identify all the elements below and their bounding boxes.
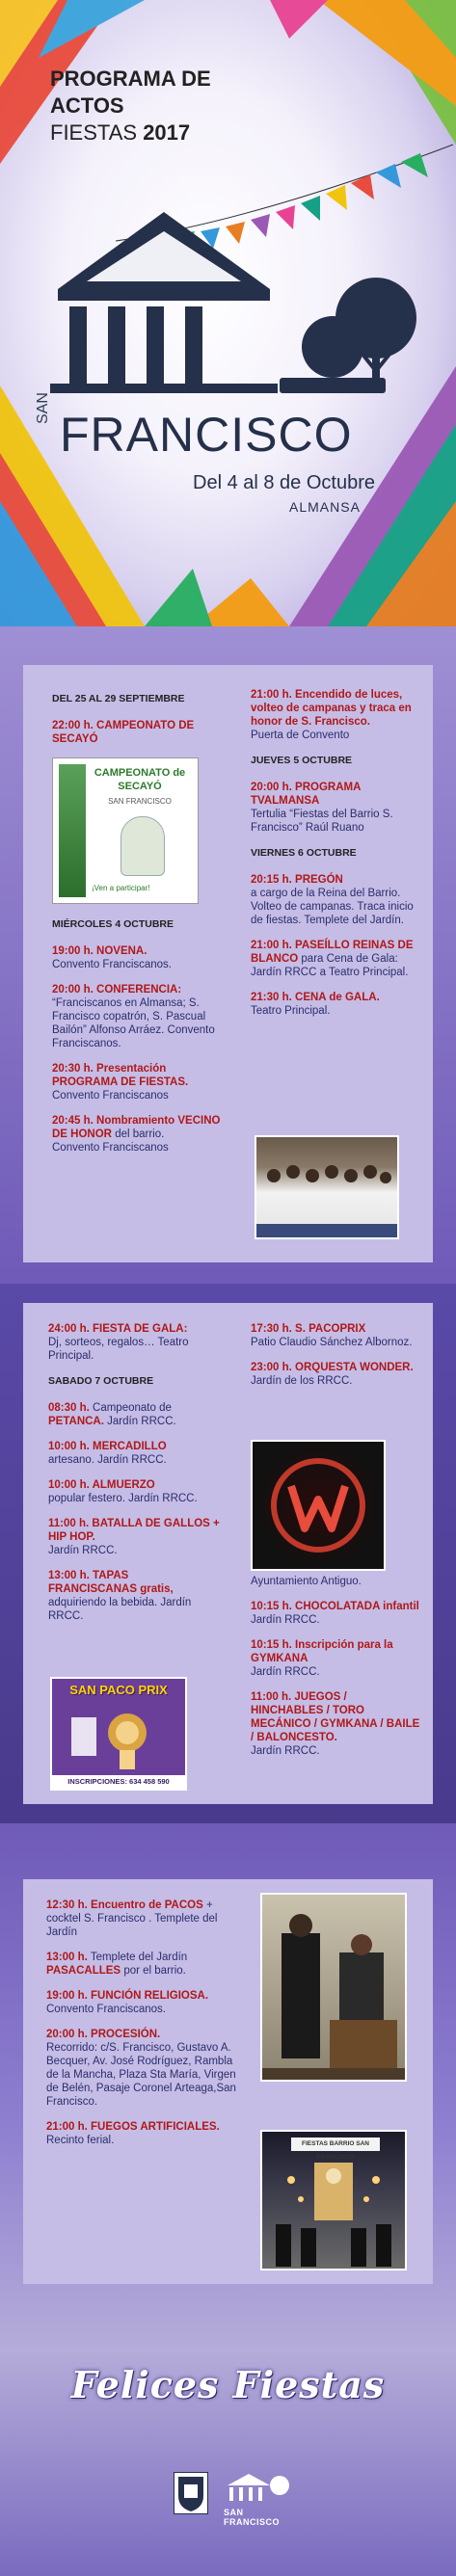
event-time: 12:30 h. Encuentro de PACOS bbox=[46, 1899, 203, 1911]
san-francisco-logo bbox=[224, 2472, 293, 2527]
section3-left bbox=[46, 1899, 239, 2159]
section1-panel bbox=[23, 665, 433, 1262]
section1-right bbox=[251, 688, 415, 1029]
poster-footer: INSCRIPCIONES: 634 458 590 bbox=[52, 1775, 185, 1789]
secayo-poster bbox=[52, 757, 199, 904]
event-text: Campeonato de bbox=[93, 1402, 172, 1414]
poster-caption: ¡Ven a participar! bbox=[92, 884, 150, 892]
temple-icon bbox=[50, 212, 416, 393]
section3-panel bbox=[23, 1879, 433, 2284]
event-time: 20:45 h. Nombramiento VECINO DE HONOR bbox=[52, 1115, 221, 1140]
day-heading: JUEVES 5 OCTUBRE bbox=[251, 755, 353, 766]
event-text: artesano. Jardín RRCC. bbox=[48, 1454, 167, 1466]
event-text: Recinto ferial. bbox=[46, 2135, 115, 2146]
event-time: 20:00 h. CONFERENCIA: bbox=[52, 984, 182, 996]
event-text: Jardín de los RRCC. bbox=[251, 1375, 353, 1387]
event-time: 20:00 h. PROGRAMA TVALMANSA bbox=[251, 782, 361, 807]
section2-panel bbox=[23, 1303, 433, 1804]
event-time: 20:00 h. PROCESIÓN. bbox=[46, 2029, 161, 2040]
day-heading: DEL 25 AL 29 SEPTIEMBRE bbox=[52, 693, 185, 704]
group-figures bbox=[256, 1137, 397, 1237]
event-time: 19:00 h. NOVENA. bbox=[52, 945, 148, 957]
event-time: 17:30 h. S. PACOPRIX bbox=[251, 1323, 366, 1335]
event-time: 21:00 h. FUEGOS ARTIFICIALES. bbox=[46, 2121, 220, 2133]
priest-figures bbox=[262, 1895, 405, 2080]
logo-francisco: FRANCISCO bbox=[60, 408, 353, 462]
event-bold: PASACALLES bbox=[46, 1965, 121, 1977]
event-text: adquiriendo la bebida. Jardín RRCC. bbox=[48, 1597, 192, 1622]
event-text: Jardín RRCC. bbox=[251, 1745, 320, 1757]
religious-function-photo bbox=[260, 1893, 407, 2082]
event-time: 21:00 h. bbox=[251, 689, 292, 701]
temple-logo-icon bbox=[224, 2472, 293, 2503]
event-time: 13:00 h. TAPAS FRANCISCANAS gratis, bbox=[48, 1570, 174, 1595]
event-text: Dj, sorteos, regalos… Teatro Principal. bbox=[48, 1337, 189, 1362]
event-text: Templete del Jardín bbox=[90, 1952, 188, 1963]
event-text: Convento Franciscanos bbox=[52, 1090, 169, 1102]
section2-left bbox=[48, 1322, 220, 1634]
event-time: 10:15 h. Inscripción para la GYMKANA bbox=[251, 1639, 393, 1664]
event-time: 21:30 h. CENA de GALA. bbox=[251, 992, 380, 1003]
event-text: del barrio. bbox=[115, 1129, 165, 1140]
event-dates: Del 4 al 8 de Octubre bbox=[193, 472, 375, 493]
event-text: para Cena de Gala: Jardín RRCC a Teatro Principal. bbox=[251, 953, 409, 978]
logo-san: SAN bbox=[35, 392, 51, 424]
event-time: 20:30 h. Presentación PROGRAMA DE FIESTAS. bbox=[52, 1063, 189, 1088]
event-time: 08:30 h. bbox=[48, 1402, 90, 1414]
event-place: Jardín RRCC. bbox=[107, 1416, 176, 1427]
event-text: Teatro Principal. bbox=[251, 1005, 331, 1017]
day-heading: MIÉRCOLES 4 OCTUBRE bbox=[52, 918, 174, 930]
felices-fiestas-title: Felices Fiestas bbox=[70, 2363, 386, 2406]
event-text: Jardín RRCC. bbox=[48, 1545, 118, 1556]
title-line-1: PROGRAMA DE bbox=[50, 66, 211, 91]
event-time: 19:00 h. FUNCIÓN RELIGIOSA. bbox=[46, 1990, 209, 2002]
wonder-orchestra-logo bbox=[251, 1440, 386, 1571]
event-time: 10:15 h. CHOCOLATADA infantil bbox=[251, 1601, 419, 1612]
event-bold: PETANCA. bbox=[48, 1416, 104, 1427]
event-text: Jardín RRCC. bbox=[251, 1614, 320, 1626]
trophy-icon bbox=[121, 816, 165, 876]
event-time: 10:00 h. ALMUERZO bbox=[48, 1479, 155, 1491]
poster-title: CAMPEONATO de SECAYÓ bbox=[94, 767, 186, 792]
day-heading: SABADO 7 OCTUBRE bbox=[48, 1375, 154, 1387]
photo-banner: FIESTAS BARRIO SAN FRANCISCO bbox=[291, 2138, 380, 2151]
poster-subtitle: SAN FRANCISCO bbox=[108, 797, 172, 806]
event-text: a cargo de la Reina del Barrio. Volteo de campanas. Traca inicio de fiestas. Templete del Jardín. bbox=[251, 888, 414, 926]
section1-left bbox=[52, 692, 221, 1166]
event-text: popular festero. Jardín RRCC. bbox=[48, 1493, 198, 1504]
event-text: Ayuntamiento Antiguo. bbox=[251, 1576, 362, 1587]
procession-photo bbox=[260, 2130, 407, 2271]
event-time: 11:00 h. JUEGOS / HINCHABLES / TORO MECÁNICO / GYMKANA / BAILE / BALONCESTO. bbox=[251, 1691, 420, 1743]
title-line-3: FIESTAS bbox=[50, 120, 138, 145]
w-logo-icon bbox=[253, 1442, 384, 1569]
title-year: 2017 bbox=[143, 120, 191, 145]
title-line-2: ACTOS bbox=[50, 93, 124, 118]
event-text: Convento Franciscanos. bbox=[52, 959, 173, 970]
event-text: “Franciscanos en Almansa; S. Francisco copatrón, S. Pascual Bailón” Alfonso Arráez. Convento Franciscanos. bbox=[52, 997, 215, 1049]
event-text: + cocktel S. Francisco . Templete del Jardín bbox=[46, 1899, 218, 1938]
event-text: por el barrio. bbox=[123, 1965, 186, 1977]
day-heading: VIERNES 6 OCTUBRE bbox=[251, 847, 357, 859]
event-text: Convento Franciscanos bbox=[52, 1142, 169, 1154]
event-text: Tertulia “Fiestas del Barrio S. Francisco” Raúl Ruano bbox=[251, 809, 393, 834]
header-banner bbox=[0, 0, 456, 626]
event-time: 20:15 h. PREGÓN bbox=[251, 874, 343, 886]
event-time: 23:00 h. ORQUESTA WONDER. bbox=[251, 1362, 414, 1373]
event-time: 13:00 h. bbox=[46, 1952, 88, 1963]
queens-photo bbox=[255, 1135, 399, 1239]
event-time: 11:00 h. BATALLA DE GALLOS + HIP HOP. bbox=[48, 1518, 220, 1543]
poster-title: SAN PACO PRIX bbox=[69, 1683, 168, 1697]
event-text: Recorrido: c/S. Francisco, Gustavo A. Becquer, Av. José Rodríguez, Rambla de la Mancha, Plaza Sta María, Virgen de Belén, Pasaje Coronel Arteaga,San Francisco. bbox=[46, 2042, 236, 2108]
event-time: 10:00 h. MERCADILLO bbox=[48, 1441, 167, 1452]
program-title bbox=[50, 66, 211, 146]
coat-of-arms-icon bbox=[174, 2472, 208, 2514]
san-paco-prix-poster bbox=[50, 1677, 187, 1791]
poster-stripe bbox=[59, 764, 86, 897]
event-text: Convento Franciscanos. bbox=[46, 2004, 167, 2015]
event-time: 24:00 h. FIESTA DE GALA: bbox=[48, 1323, 188, 1335]
event-town: ALMANSA bbox=[289, 499, 361, 515]
event-text: Jardín RRCC. bbox=[251, 1666, 320, 1678]
event-text: Patio Claudio Sánchez Albornoz. bbox=[251, 1337, 413, 1348]
event-time: 22:00 h. CAMPEONATO DE SECAYÓ bbox=[52, 720, 195, 745]
event-place: Puerta de Convento bbox=[251, 730, 350, 741]
event-time: 21:00 h. PASEÍLLO REINAS DE BLANCO bbox=[251, 940, 414, 965]
logo-text: SAN FRANCISCO bbox=[224, 2508, 280, 2527]
shield-icon bbox=[174, 2473, 207, 2513]
event-text: Encendido de luces, volteo de campanas y traca en honor de S. Francisco. bbox=[251, 689, 412, 728]
